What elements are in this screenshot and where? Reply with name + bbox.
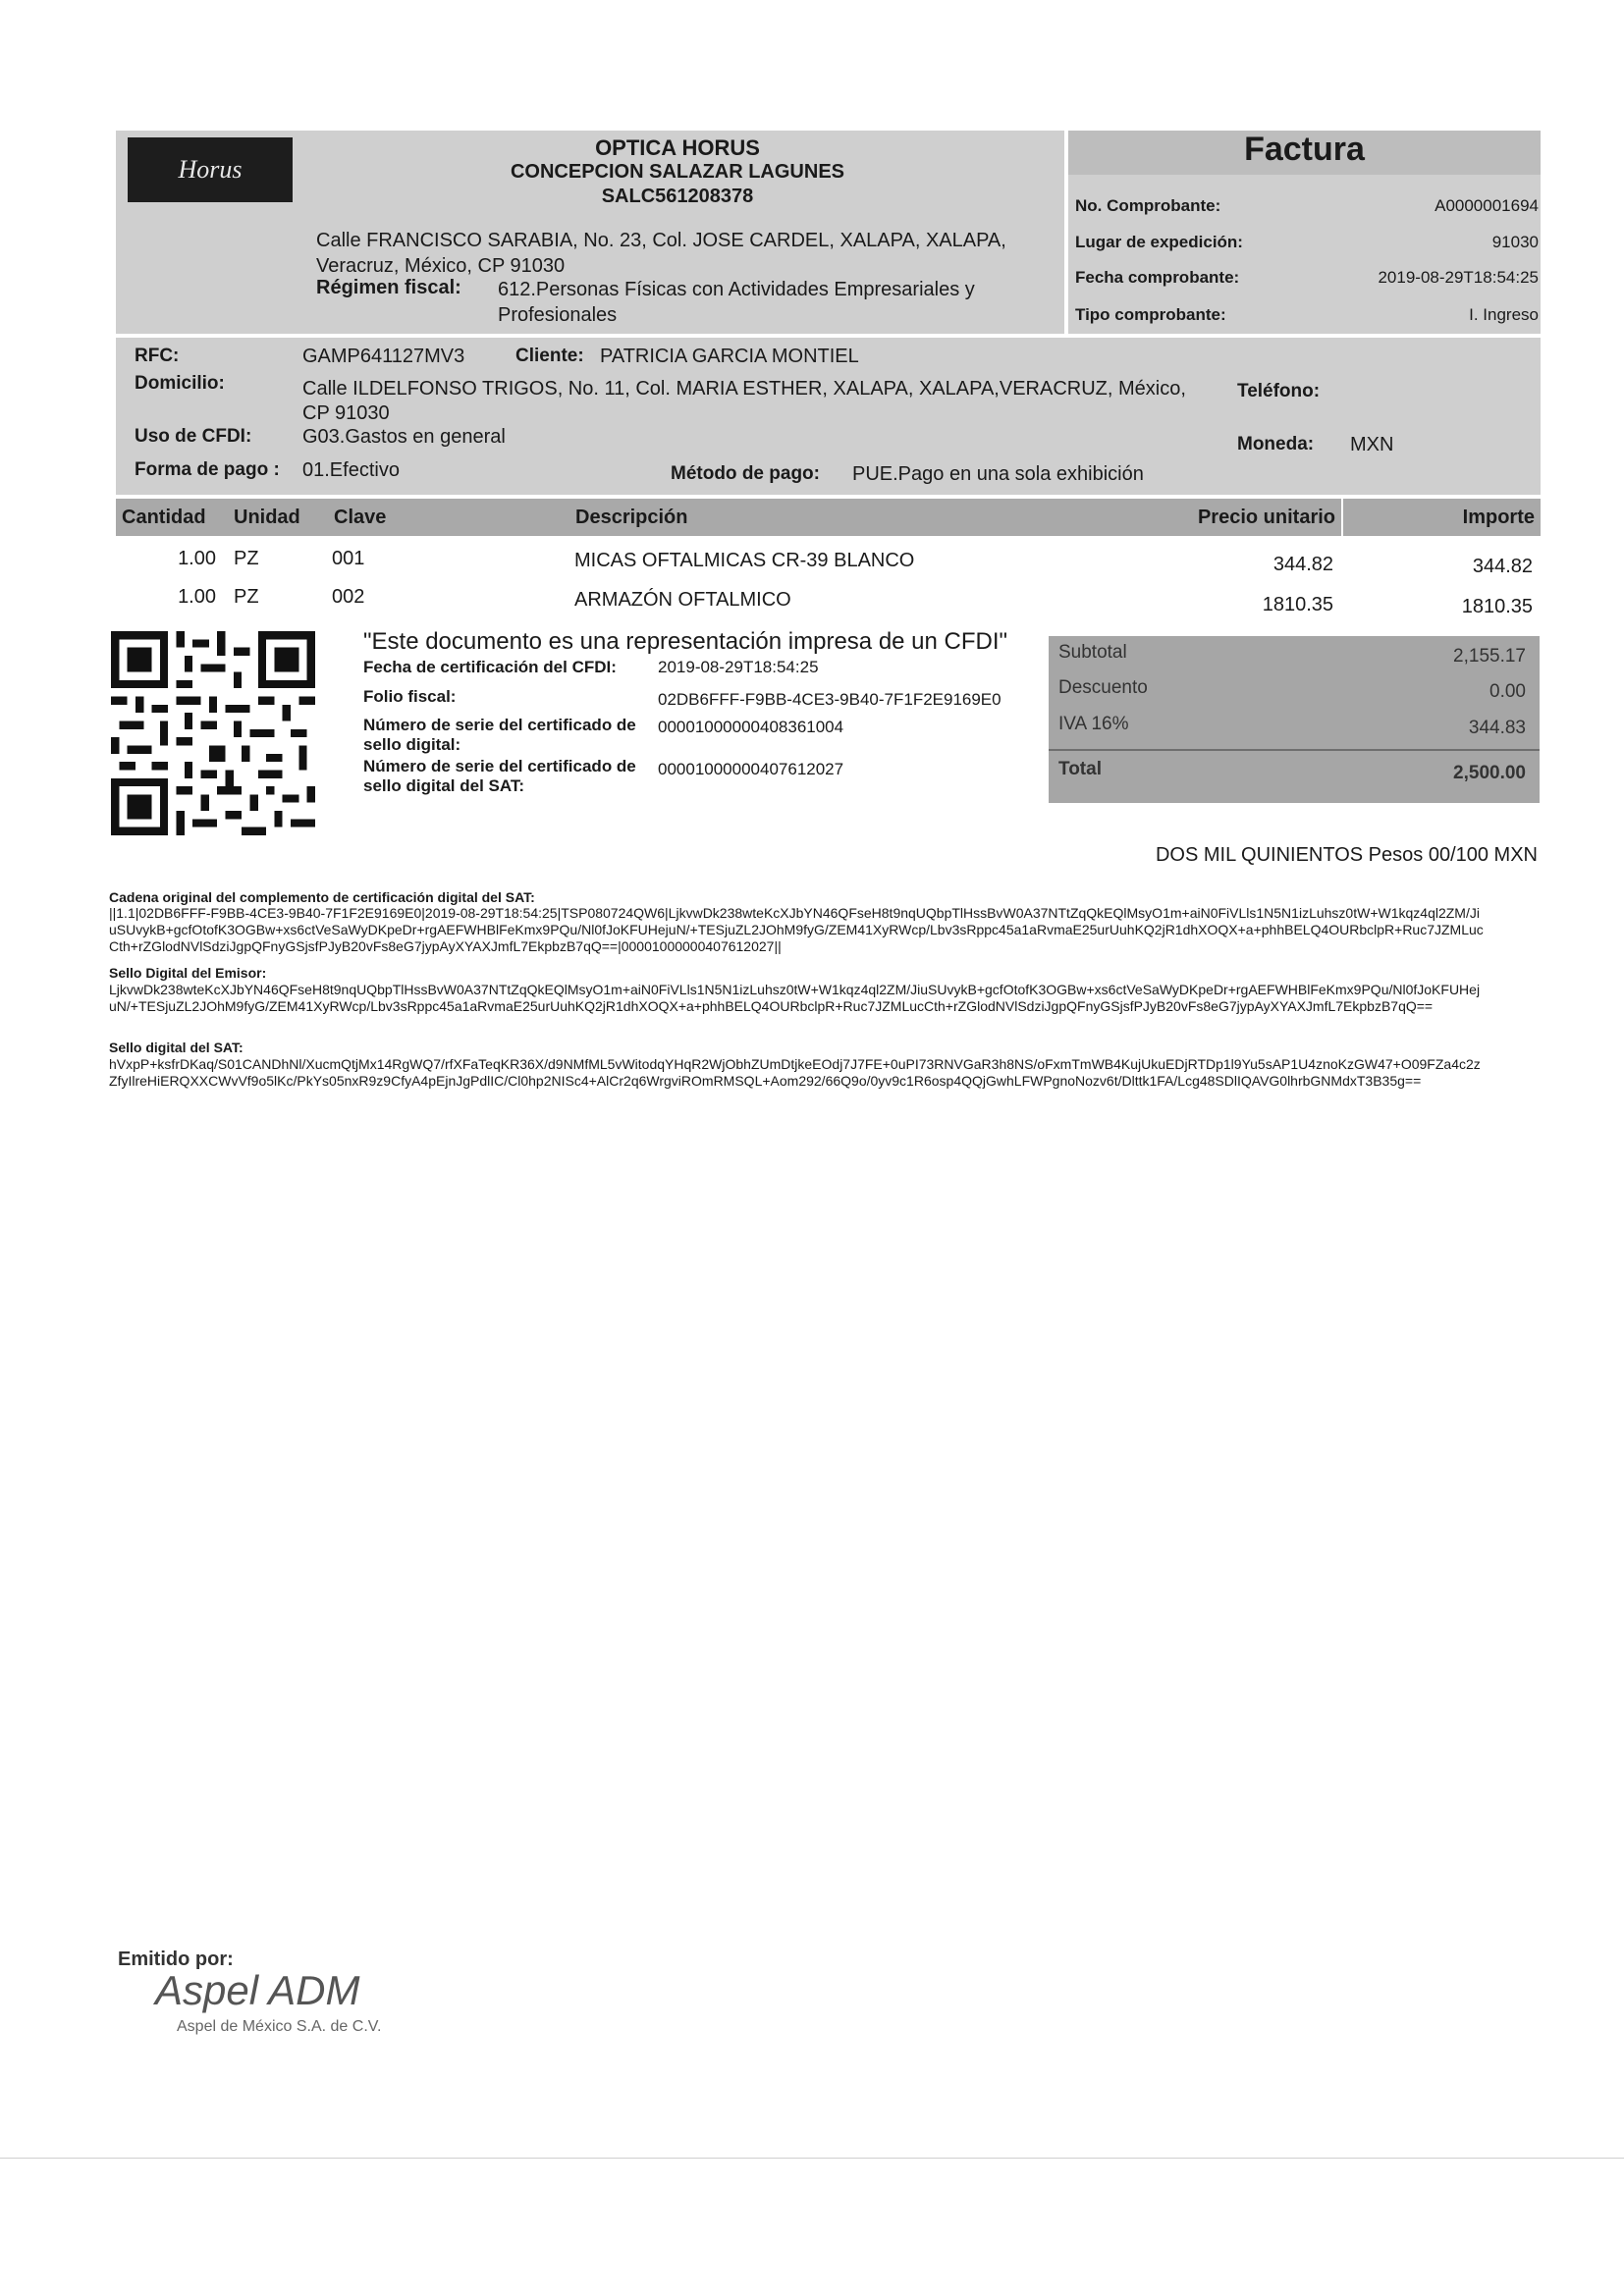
cliente-value: PATRICIA GARCIA MONTIEL [600,346,859,367]
logo-text: Horus [178,155,243,184]
sello-emisor-value: LjkvwDk238wteKcXJbYN46QFseH8t9nqUQbpTlHssBvW0A37NTtZqQkEQlMsyO1m+aiN0FiVLls1N5N1izLuhsz0tW+W1kqz4ql2ZM/JiuSUvykB+gcfOtofK3OGBw+xs6ctVeSaWyDKpeDr+rgAEFWHBlFeKmx9PQu/Nl0fJoKFUHejuN/+TESjuZL2JOhM9fyG/ZEM41XyRWcp/Lbv3sRppc45a1aRvmaE25urUuhKQ2jR1dhXOQX+a+phhBELQ4OURbclpR+Ruc7JZMLucCth+rZGlodNVlSdziJgpQFnyGSjsfPJyB20vFs8eG7jypAyXYAXJmfL7EkpbzB7qQ== [109,982,1481,1014]
serie-cert-value: 00001000000408361004 [658,718,844,736]
tipo-label: Tipo comprobante: [1075,305,1226,324]
telefono-label: Teléfono: [1237,381,1321,401]
row-importe: 1810.35 [1461,596,1533,617]
subtotal-value: 2,155.17 [1453,646,1526,667]
totals-divider [1049,749,1540,751]
row-precio: 1810.35 [1262,594,1333,615]
no-comprobante-label: No. Comprobante: [1075,196,1221,215]
amount-in-words: DOS MIL QUINIENTOS Pesos 00/100 MXN [1155,844,1538,866]
serie-sat-label: Número de serie del certificado de sello digital del SAT: [363,757,636,795]
company-name: OPTICA HORUS [595,135,760,160]
qr-code [111,631,315,835]
row-descripcion: MICAS OFTALMICAS CR-39 BLANCO [574,550,915,571]
row-unidad: PZ [234,586,259,608]
uso-cfdi-label: Uso de CFDI: [135,426,252,447]
fecha-cert-value: 2019-08-29T18:54:25 [658,658,819,676]
tipo-value: I. Ingreso [1469,305,1539,324]
iva-label: IVA 16% [1058,714,1129,734]
domicilio-label: Domicilio: [135,373,225,394]
aspel-logo: Aspel ADM [155,1967,360,2013]
domicilio-value: Calle ILDELFONSO TRIGOS, No. 11, Col. MARIA ESTHER, XALAPA, XALAPA,VERACRUZ, México, CP 91030 [302,378,1186,424]
serie-sat-value: 00001000000407612027 [658,760,844,778]
iva-value: 344.83 [1468,718,1526,738]
lugar-value: 91030 [1491,233,1539,251]
sello-sat-label: Sello digital del SAT: [109,1040,244,1055]
folio-fiscal-label: Folio fiscal: [363,687,457,706]
invoice-title: Factura [1244,131,1365,168]
cadena-original-label: Cadena original del complemento de certificación digital del SAT: [109,889,535,905]
cfdi-statement: "Este documento es una representación impresa de un CFDI" [363,628,1008,655]
company-logo [128,137,293,202]
metodo-pago-value: PUE.Pago en una sola exhibición [852,463,1144,485]
sello-emisor-label: Sello Digital del Emisor: [109,965,267,981]
owner-name: CONCEPCION SALAZAR LAGUNES [510,161,844,183]
forma-pago-value: 01.Efectivo [302,459,400,481]
cadena-original-value: ||1.1|02DB6FFF-F9BB-4CE3-9B40-7F1F2E9169E0|2019-08-29T18:54:25|TSP080724QW6|LjkvwDk238wteKcXJbYN46QFseH8t9nqUQbpTlHssBvW0A37NTtZqQkEQlMsyO1m+aiN0FiVLls1N5N1izLuhsz0tW+W1kqz4ql2ZM/JiuSUvykB+gcfOtofK3OGBw+xs6ctVeSaWyDKpeDr+rgAEFWHBlFeKmx9PQu/Nl0fJoKFUHejuN/+TESjuZL2JOhM9fyG/ZEM41XyRWcp/Lbv3sRppc45a1aRvmaE25urUuhKQ2jR1dhXOQX+a+phhBELQ4OURbclpR+Ruc7JZMLucCth+rZGlodNVlSdziJgpQFnyGSjsfPJyB20vFs8eG7jypAyXYAXJmfL7EkpbzB7qQ==|00001000000407612027|| [109,905,1484,954]
col-cantidad-header: Cantidad [116,499,230,536]
folio-fiscal-value: 02DB6FFF-F9BB-4CE3-9B40-7F1F2E9169E0 [658,690,1001,709]
lugar-label: Lugar de expedición: [1075,233,1243,251]
uso-cfdi-value: G03.Gastos en general [302,426,506,448]
client-rfc-value: GAMP641127MV3 [302,346,465,367]
fecha-cert-label: Fecha de certificación del CFDI: [363,658,617,676]
metodo-pago-label: Método de pago: [671,463,820,484]
row-unidad: PZ [234,548,259,569]
total-value: 2,500.00 [1453,763,1526,783]
col-clave-header: Clave [328,499,568,536]
col-descripcion-header: Descripción [568,499,1155,536]
moneda-value: MXN [1350,434,1394,455]
col-unidad-header: Unidad [228,499,330,536]
sello-sat-value: hVxpP+ksfrDKaq/S01CANDhNl/XucmQtjMx14RgWQ7/rfXFaTeqKR36X/d9NMfML5vWitodqYHqR2WjObhZUmDtjkeEOdj7J7FE+0uPI73RNVGaR3h8NS/oFxmTmWB4KujUkuEDjRTDp1l9Yu5sAP1U4znoKzGW47+O09FZa4c2zZfyIlreHiERQXXCWvVf9o5lKc/PkYs05nxR9z9CfyA4pEjnJgPdlIC/Cl0hp2NISc4+AlCr2q6WrgviROmRMSQL+Aom292/66Q9o/0yv9c1R6osp4QQjGwhLFWPgnoNozv6t/Dlttk1FA/Lcg48SDlIQAVG0lhrbGNMdxT3B35g== [109,1056,1481,1089]
col-importe-header: Importe [1343,499,1541,536]
moneda-label: Moneda: [1237,434,1315,454]
page-divider [0,2158,1624,2159]
regimen-value: 612.Personas Físicas con Actividades Empresariales y Profesionales [498,279,975,326]
no-comprobante-value: A0000001694 [1435,196,1539,215]
row-precio: 344.82 [1272,554,1333,575]
issuer-rfc: SALC561208378 [601,186,754,207]
emitido-por-label: Emitido por: [118,1949,234,1970]
serie-cert-label: Número de serie del certificado de sello digital: [363,716,636,754]
descuento-label: Descuento [1058,677,1148,698]
regimen-label: Régimen fiscal: [316,277,461,298]
fecha-label: Fecha comprobante: [1075,268,1240,287]
descuento-value: 0.00 [1489,681,1526,702]
row-clave: 001 [332,548,365,569]
row-cantidad: 1.00 [178,586,216,608]
subtotal-label: Subtotal [1058,642,1127,663]
fecha-value: 2019-08-29T18:54:25 [1378,268,1539,287]
total-label: Total [1058,759,1102,779]
row-clave: 002 [332,586,365,608]
row-importe: 344.82 [1472,556,1533,577]
row-cantidad: 1.00 [178,548,216,569]
aspel-company: Aspel de México S.A. de C.V. [177,2018,382,2035]
forma-pago-label: Forma de pago : [135,459,280,480]
issuer-address: Calle FRANCISCO SARABIA, No. 23, Col. JOSE CARDEL, XALAPA, XALAPA, Veracruz, México, CP 91030 [316,230,1006,277]
cliente-label: Cliente: [515,346,584,366]
client-rfc-label: RFC: [135,346,180,366]
row-descripcion: ARMAZÓN OFTALMICO [574,589,791,611]
col-precio-header: Precio unitario [1153,499,1341,536]
